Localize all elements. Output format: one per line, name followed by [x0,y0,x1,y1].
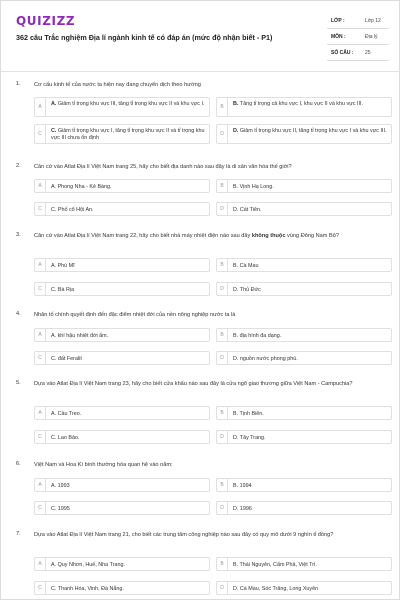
option-text: B. Tịnh Biên. [233,410,264,417]
option-b[interactable] [216,406,392,420]
option-d[interactable] [216,501,392,515]
option-text: D. Cà Mau, Sóc Trăng, Long Xuyên [233,585,319,592]
option-letter: D [217,582,228,594]
meta-label: MÔN : [331,34,346,40]
option-text: C. đất Feralit [51,355,82,362]
option-d[interactable] [216,581,392,595]
option-c[interactable] [34,124,210,144]
question-text: Nhân tố chính quyết định đến đặc điểm nhiệt đới của nền nông nghiệp nước ta là [34,312,236,318]
option-d[interactable] [216,282,392,296]
option-letter: C [35,431,46,443]
option-letter: B [217,558,228,570]
option-letter: C [35,203,46,215]
option-d[interactable] [216,202,392,216]
option-a[interactable] [34,478,210,492]
question-text: Việt Nam và Hoa Kì bình thường hóa quan hệ vào năm: [34,462,173,468]
option-text: B. Thái Nguyên, Cẩm Phả, Việt Trì. [233,561,317,568]
option-letter: D [217,352,228,364]
option-a[interactable] [34,557,210,571]
option-letter: C [35,125,46,143]
option-text: A. 1993 [51,482,70,489]
option-text: D. Cát Tiên. [233,206,262,213]
option-text: A. Cầu Treo. [51,410,82,417]
option-text: B. địa hình đa dạng. [233,332,282,339]
question-text: Dựa vào Atlat Địa lí Việt Nam trang 23, hãy cho biết cửa khẩu nào sau đây là cửa ngõ giao thương giữa Việt Nam - Campuchia? [34,381,353,387]
option-letter: C [35,502,46,514]
option-letter: B [217,259,228,271]
option-c[interactable] [34,430,210,444]
option-text: C. Phố cổ Hội An. [51,206,94,213]
option-a[interactable] [34,406,210,420]
meta-value: 25 [365,50,371,56]
option-a[interactable] [34,258,210,272]
question-number: 6. [16,461,21,467]
option-letter: A [35,259,46,271]
option-text: C. Bà Rịa [51,286,75,293]
meta-value: Địa lý [365,34,378,40]
question-number: 1. [16,81,21,87]
question-number: 5. [16,380,21,386]
option-letter: D [217,203,228,215]
option-letter: B [217,479,228,491]
option-text: A. Quy Nhơn, Huế, Nha Trang. [51,561,125,568]
option-letter: B [217,407,228,419]
option-letter: C [35,352,46,364]
option-text: B. 1994 [233,482,252,489]
option-text: C. 1995 [51,505,70,512]
option-text: A. khí hậu nhiệt đới ẩm. [51,332,109,339]
option-letter: A [35,479,46,491]
meta-label: SỐ CÂU : [331,50,354,56]
option-text: D. nguồn nước phong phú. [233,355,298,362]
option-a[interactable] [34,97,210,117]
option-letter: D [217,431,228,443]
option-b[interactable] [216,258,392,272]
option-letter: C [35,283,46,295]
option-letter: B [217,329,228,341]
question-number: 4. [16,311,21,317]
option-b[interactable] [216,328,392,342]
option-letter: D [217,502,228,514]
option-c[interactable] [34,282,210,296]
question-text: Căn cứ vào Atlat Địa lí Việt Nam trang 25, hãy cho biết địa danh nào sau đây là di sản văn hóa thế giới? [34,164,292,170]
option-letter: A [35,407,46,419]
option-letter: A [35,329,46,341]
option-text: C. Lao Bảo. [51,434,80,441]
question-list [1,1,400,600]
question-number: 3. [16,232,21,238]
option-text: D. Tây Trang. [233,434,266,441]
quizizz-logo: QUIZIZZ [16,14,76,28]
option-c[interactable] [34,581,210,595]
worksheet-title: 362 câu Trắc nghiệm Địa lí ngành kinh tế có đáp án (mức độ nhận biết - P1) [16,33,273,42]
option-letter: C [35,582,46,594]
option-d[interactable] [216,351,392,365]
option-text: C. Thanh Hóa, Vinh, Đà Nẵng. [51,585,124,592]
option-text: C. Giảm tỉ trọng khu vực I, tăng tỉ trọng khu vực II và tỉ trọng khu vực III chưa ổn định [51,128,205,141]
option-text: A. Giảm tỉ trọng khu vực III, tăng tỉ trọng khu vực II và khu vực I. [51,101,205,108]
option-text: D. Thủ Đức [233,286,261,293]
option-text: B. Vịnh Hạ Long. [233,183,274,190]
question-text: Căn cứ vào Atlat Địa lí Việt Nam trang 22, hãy cho biết nhà máy nhiệt điện nào sau đây không thuộc vùng Đông Nam Bộ? [34,233,339,239]
option-b[interactable] [216,557,392,571]
option-b[interactable] [216,97,392,117]
question-text: Cơ cấu kinh tế của nước ta hiện nay đang chuyển dịch theo hướng [34,82,201,88]
option-letter: D [217,283,228,295]
option-c[interactable] [34,501,210,515]
meta-label: LỚP : [331,18,345,24]
option-text: D. Giảm tỉ trọng khu vực II, tăng tỉ trọng khu vực I và khu vực III. [233,128,387,135]
option-letter: A [35,180,46,192]
option-text: A. Phú Mĩ [51,262,75,269]
option-letter: D [217,125,228,143]
meta-value: Lớp 12 [365,18,381,24]
option-a[interactable] [34,179,210,193]
option-letter: B [217,180,228,192]
option-letter: B [217,98,228,116]
option-letter: A [35,558,46,570]
option-b[interactable] [216,478,392,492]
option-text: D. 1996 [233,505,252,512]
option-letter: A [35,98,46,116]
option-text: A. Phong Nha - Kẻ Bàng. [51,183,112,190]
option-d[interactable] [216,430,392,444]
option-text: B. Cà Mau [233,262,259,269]
option-b[interactable] [216,179,392,193]
option-a[interactable] [34,328,210,342]
option-c[interactable] [34,351,210,365]
option-d[interactable] [216,124,392,144]
question-text: Dựa vào Atlat Địa lí Việt Nam trang 21, cho biết các trung tâm công nghiệp nào sau đây có quy mô dưới 9 nghìn tỉ đồng? [34,532,334,538]
option-text: B. Tăng tỉ trọng cả khu vực I, khu vực II và khu vực III. [233,101,363,108]
option-c[interactable] [34,202,210,216]
question-number: 7. [16,531,21,537]
question-number: 2. [16,163,21,169]
